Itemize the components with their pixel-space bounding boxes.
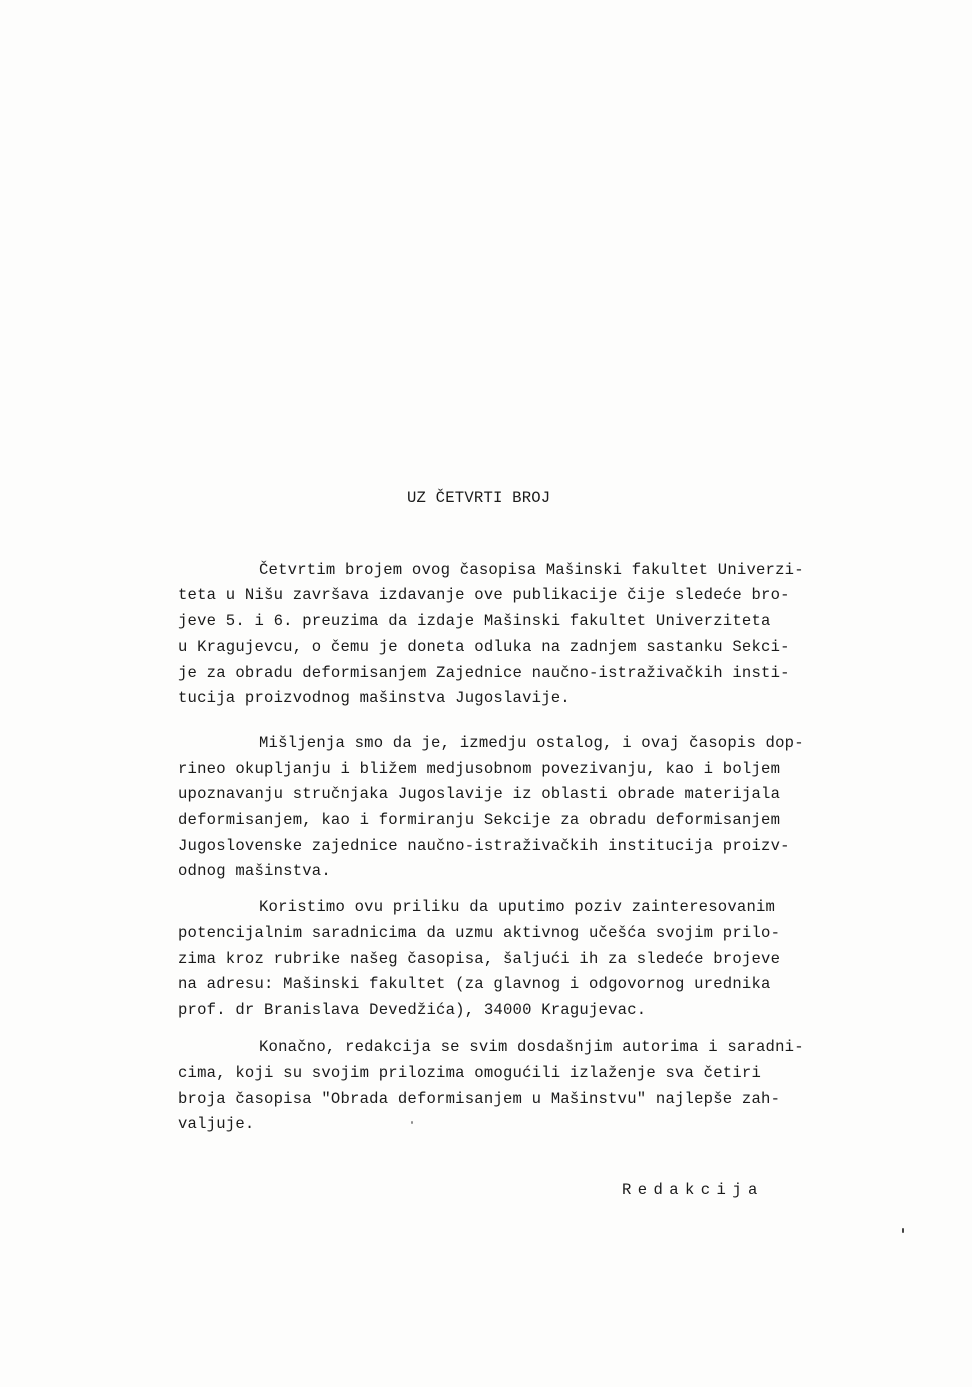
paragraph-4-line-3: broja časopisa "Obrada deformisanjem u Mašinstvu" najlepše zah- [178, 1090, 781, 1108]
paragraph-2-line-6: odnog mašinstva. [178, 862, 331, 880]
paragraph-2-line-3: upoznavanju stručnjaka Jugoslavije iz oblasti obrade materijala [178, 785, 781, 803]
paragraph-1-line-1: Četvrtim brojem ovog časopisa Mašinski fakultet Univerzi- [259, 561, 804, 579]
paragraph-4-line-2: cima, koji su svojim prilozima omogućili izlaženje sva četiri [178, 1064, 762, 1082]
paragraph-3-line-1: Koristimo ovu priliku da uputimo poziv zainteresovanim [259, 898, 776, 916]
paragraph-1-line-2: teta u Nišu završava izdavanje ove publikacije čije sledeće bro- [178, 586, 790, 604]
signature: Redakcija [622, 1181, 764, 1199]
paragraph-1-line-6: tucija proizvodnog mašinstva Jugoslavije. [178, 689, 570, 707]
scan-speck [411, 1121, 413, 1124]
paragraph-3-line-3: zima kroz rubrike našeg časopisa, šaljući ih za sledeće brojeve [178, 950, 781, 968]
paragraph-2-line-2: rineo okupljanju i bližem medjusobnom povezivanju, kao i boljem [178, 760, 781, 778]
document-title: UZ ČETVRTI BROJ [407, 489, 551, 507]
paragraph-1-line-4: u Kragujevcu, o čemu je doneta odluka na zadnjem sastanku Sekci- [178, 638, 790, 656]
paragraph-2-line-5: Jugoslovenske zajednice naučno-istraživačkih institucija proizv- [178, 837, 790, 855]
paragraph-4-line-4: valjuje. [178, 1115, 255, 1133]
scan-speck [902, 1228, 904, 1233]
paragraph-4-line-1: Konačno, redakcija se svim dosdašnjim autorima i saradni- [259, 1038, 804, 1056]
paragraph-1-line-5: je za obradu deformisanjem Zajednice naučno-istraživačkih insti- [178, 664, 790, 682]
paragraph-3-line-4: na adresu: Mašinski fakultet (za glavnog i odgovornog urednika [178, 975, 771, 993]
paragraph-2-line-4: deformisanjem, kao i formiranju Sekcije za obradu deformisanjem [178, 811, 781, 829]
paragraph-2-line-1: Mišljenja smo da je, izmedju ostalog, i ovaj časopis dop- [259, 734, 804, 752]
paragraph-3-line-5: prof. dr Branislava Devedžića), 34000 Kragujevac. [178, 1001, 647, 1019]
paragraph-1-line-3: jeve 5. i 6. preuzima da izdaje Mašinski fakultet Univerziteta [178, 612, 771, 630]
paragraph-3-line-2: potencijalnim saradnicima da uzmu aktivnog učešća svojim prilo- [178, 924, 781, 942]
